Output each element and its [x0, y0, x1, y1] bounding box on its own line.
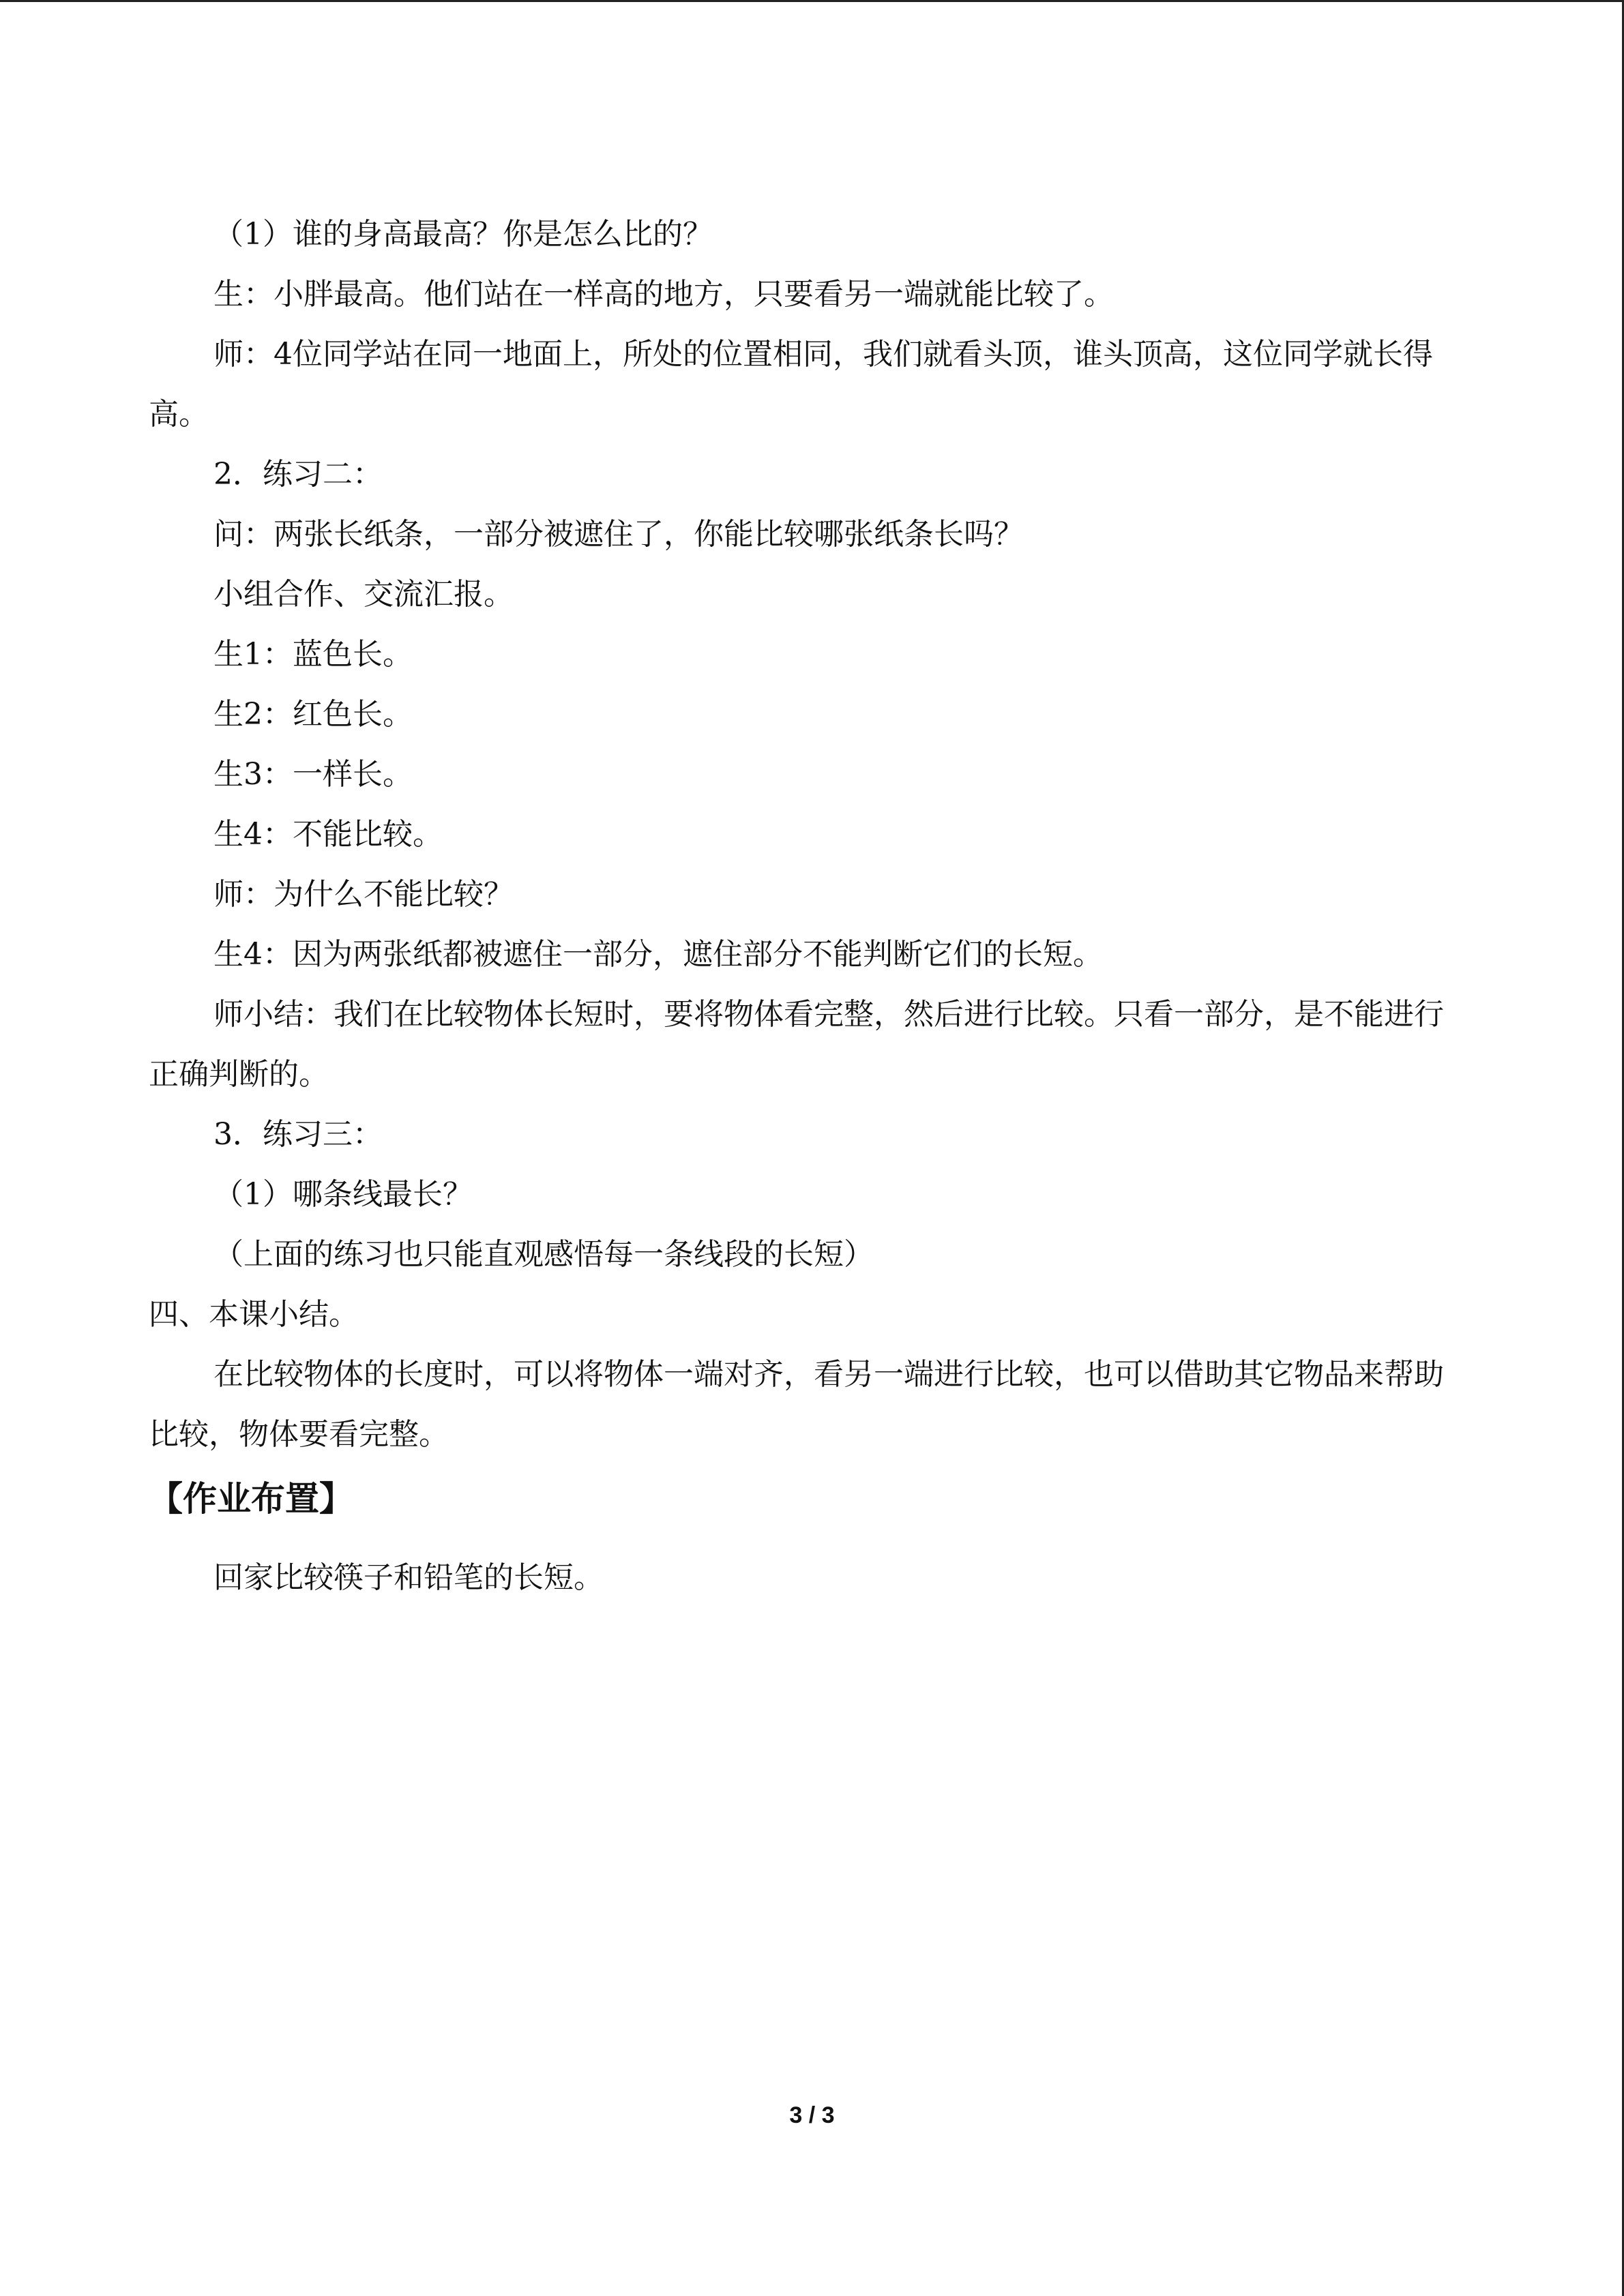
paragraph-student-2: 生2：红色长。	[213, 697, 413, 732]
paragraph-exercise-note: （上面的练习也只能直观感悟每一条线段的长短）	[213, 1237, 874, 1272]
paragraph-group-work: 小组合作、交流汇报。	[213, 577, 514, 612]
page-number: 3 / 3	[789, 2102, 835, 2128]
paragraph-lesson-summary: 在比较物体的长度时，可以将物体一端对齐，看另一端进行比较，也可以借助其它物品来帮助比较，物体要看完整。	[149, 1357, 1444, 1452]
homework-text: 回家比较筷子和铅笔的长短。	[213, 1560, 604, 1595]
paragraph-student-1: 生1：蓝色长。	[213, 637, 413, 672]
paragraph-question-tallest: （1）谁的身高最高？你是怎么比的？	[213, 217, 713, 252]
page-top-border	[0, 0, 1624, 2]
paragraph-student-3: 生3：一样长。	[213, 757, 413, 792]
homework-heading: 【作业布置】	[149, 1479, 353, 1519]
paragraph-student-answer: 生：小胖最高。他们站在一样高的地方，只要看另一端就能比较了。	[213, 277, 1114, 312]
paragraph-lesson-summary-heading: 四、本课小结。	[149, 1297, 359, 1332]
document-body	[149, 205, 1458, 1608]
paragraph-question-paper-strips: 问：两张长纸条，一部分被遮住了，你能比较哪张纸条长吗？	[213, 517, 1024, 552]
paragraph-teacher-why: 师：为什么不能比较？	[213, 877, 514, 912]
paragraph-teacher-explanation: 师：4位同学站在同一地面上，所处的位置相同，我们就看头顶，谁头顶高，这位同学就长得高。	[149, 337, 1433, 432]
paragraph-teacher-summary: 师小结：我们在比较物体长短时，要将物体看完整，然后进行比较。只看一部分，是不能进行正确判断的。	[149, 997, 1444, 1092]
paragraph-student-4: 生4：不能比较。	[213, 817, 443, 852]
paragraph-longest-line: （1）哪条线最长？	[213, 1177, 473, 1212]
paragraph-exercise-three: 3．练习三：	[213, 1117, 383, 1152]
paragraph-student-4-reason: 生4：因为两张纸都被遮住一部分，遮住部分不能判断它们的长短。	[213, 937, 1103, 972]
paragraph-exercise-two: 2．练习二：	[213, 457, 383, 492]
